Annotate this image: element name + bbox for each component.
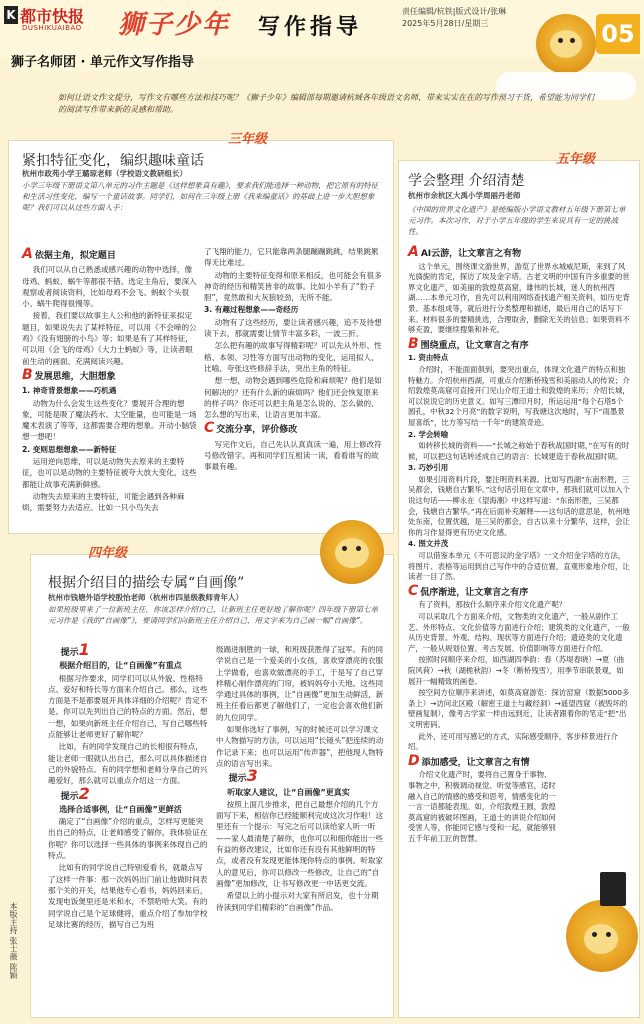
subheading: 1. 神奇背景想象——巧机遇	[22, 386, 117, 396]
grade3-column-1	[22, 246, 198, 515]
page-number-badge: 05	[596, 14, 640, 54]
grade3-lead: 小学三年级下册语文第八单元的习作主题是《这样想象真有趣》，要求我们能选择一种动物，把它原有的特征和生活习性变化，编写一个童话故事。同学们，如何在三年级上册《我来编童话》的基础上进一步大胆想象呢？我们可以从这些方面入手：	[22, 181, 379, 212]
grade5-title: 学会整理 介绍清楚	[408, 173, 525, 189]
subheading: 2. 变则思想想象——新特征	[22, 444, 117, 454]
subheading: 3. 有趣过程想象——奇经历	[204, 305, 299, 315]
paragraph: 介绍时，不能面面俱到，要突出重点，体现文化遗产的特点和独特魅力。介绍杭州西湖，可重点介绍断桥残雪和美丽动人的传说；介绍敦煌莫高窟可直接开门见山介绍王道士和敦煌的来历；介绍长城，可以说说它的历史意义。如写三潭印月时，所运运用“每个石塔5个圆孔，中秋32个月亮”的数字说明，写我塘这次地时，写下“雨墨景屋喜纸”，比方等写结一千年”的建筑奇迹。	[408, 364, 630, 427]
grade3-column-2	[204, 246, 384, 474]
paragraph: 动物为什么会发生这些变化？要展开合理的想象，可能是吸了魔法药水、太空能量，也可能是一场魔术表演了等等，这都需要合理的想象。开动小脑袋想一想吧！	[22, 398, 197, 442]
paper-logo-icon: K	[4, 6, 18, 24]
paragraph: 如果你选好了事例，写的时候还可以学习课文中人物描写的方法，可以运用“长镜头”把连续的动作记录下来；也可以运用“传声器”，把他现人物特点的语言写出来。	[216, 725, 384, 768]
grade4-column-1	[48, 640, 208, 931]
paragraph: 动物失去原来的主要特征，可能会遇到各种麻烦，需要努力去适应。比如一只小鸟失去	[22, 491, 185, 513]
grade5-lead: 《中国的世界文化遗产》是统编版小学语文教材五年级下册第七单元习作。本次习作，对于小学五年级的学生来说具有一定的挑战性。	[408, 205, 626, 236]
paper-name-en: DUSHIKUAIBAO	[22, 24, 82, 32]
subheading: 4. 图文并茂	[408, 539, 449, 549]
paragraph: 比如有的同学说自己特别爱看书，就最点写了这样一件事：那一次妈妈出门前让他做时间表那个关的开关，结果他专心看书，妈妈回来后，发现电饭煲里还是米和水，不禁哈哈大笑。有的同学说自己是个足球健将，重点介绍了参加学校足球比赛的经历，描写自己为班	[48, 863, 208, 929]
grade4-label: 四年级	[88, 546, 128, 561]
column-brand: 狮子少年	[118, 10, 231, 40]
grade5-heading-b: B围绕重点，让文章言之有序	[408, 335, 529, 352]
paragraph: 可以借鉴本单元《不可思议的金字塔》一文介绍金字塔的方法，将图片、表格等运用到自己写作中的合适位置，直观形象地介绍，让读者一目了然。	[408, 551, 630, 582]
side-editor-credit: 本版主持 张士薇 陈颖	[9, 902, 18, 980]
grade5-author: 杭州市余杭区大禹小学周丽丹老师	[408, 191, 521, 200]
grade5-heading-a: AAI云游，让文章言之有物	[408, 244, 522, 260]
paragraph: 确定了“自画像”介绍的重点，怎样写更能突出自己的特点，让老师感受了解你，我体验证在你呢？你可以选择一些具体的事例来体现自己的特点。	[48, 817, 208, 861]
subheading: 1. 资由特点	[408, 353, 449, 363]
tip-1-heading: 提示1	[60, 640, 90, 659]
lion-reading-icon	[320, 520, 384, 584]
paragraph: 有了资料，那按什么顺序来介绍文化遗产呢？	[418, 600, 567, 610]
paper-name: 都市快报	[20, 7, 85, 26]
grade5-heading-d: D添加感受，让文章言之有情	[408, 752, 530, 769]
tip-2-heading: 提示2	[60, 783, 90, 803]
section-title: 写作指导	[258, 14, 363, 40]
grade4-title: 根据介绍目的描绘专属“自画像”	[48, 575, 245, 591]
grade4-author: 杭州市钱塘外语学校殷怡老师（杭州市四星级教师青年人）	[48, 593, 243, 602]
grade5-heading-c: C侃序渐进，让文章言之有序	[408, 582, 529, 599]
page-meta	[402, 6, 506, 30]
tip-1-title: 根据介绍目的，让“自画像”有重点	[59, 661, 182, 671]
column-tagline: 狮子名师团 · 单元作文写作指导	[8, 50, 197, 71]
lion-magician-icon	[566, 900, 638, 972]
paragraph: 动物有了这些经历，要让读者感兴趣，追不及待想读下去，那就需要让情节丰富多彩，一波三折。	[204, 317, 382, 339]
grade5-column	[408, 244, 630, 845]
paragraph: 写完作文后，自己先认认真真读一遍，用上修改符号修改错字。再和同学们互相读一读，看看谁写的故事最有趣。	[204, 439, 382, 472]
magician-hat-icon	[600, 872, 626, 906]
meta-date: 2025年5月28日/星期三	[402, 19, 489, 28]
tip-3-title: 听取家人建议，让“自画像”更真实	[227, 787, 350, 797]
paragraph: 可以采取几个方面来介绍，文物类的文化遗产，一般从剧作工艺、外形特点、文化价值等方面进行介绍；建筑类的文化遗产，一般从历史背景、外观、结构、现状等方面进行介绍；遗迹类的文化遗产，一般从规划位置、考古发展、价值影响等方面进行介绍。	[408, 612, 630, 653]
grade5-label: 五年级	[556, 152, 596, 167]
paragraph: 介绍文化遗产时，要将自己置身于事物、事物之中，积极调动视觉、听觉等感官，适时融入自己的情感的感受和思考，情感变化的一一言一语都能表现。如，介绍敦煌王圆，敦煌莫高窟的被破坏图画，王道士的讲说介绍如何受害人等，你能同它感与受和一起，就能够别五千年前工匠的智慧。	[408, 770, 556, 843]
grade3-title: 紧扣特征变化，编织趣味童话	[22, 153, 204, 169]
grade4-column-2	[216, 644, 384, 914]
meta-editors: 责任编辑/杭铁|版式设计/张琳	[402, 7, 507, 16]
paragraph: 级踢进制胜的一球，和班级获胜得了冠军。有的同学说自己是一个爱美的小女孩，喜欢穿漂亮的衣服上学做看，也喜欢做漂亮的手工，于是写了自己穿样精心制作漂亮的门帘，被妈妈夸小天地。这些同学通过具体的事例，让“自画像”更加生动鲜活，新班主任看后都更了解他们了，一定也会喜欢他们新的九位同学。	[216, 645, 384, 722]
paragraph: 接着，我们要以故事主人公和他的新特征来拟定题目，如果说失去了某样特征，可以用《不会啼的公鸡》《没有翅膀的小鸟》等；如果是有了其样特征，可以用《会飞的母鸡》《大力士蚂蚁》等，让读者眼前生动的画面、充满阅读兴趣。	[22, 311, 197, 366]
paragraph: 了飞翔的能力，它只能靠两条腿蹦蹦跳跳，结果跳累得无比难过。	[204, 247, 379, 268]
grade4-lead: 如果班级里来了一位新班主任，你该怎样介绍自己，让新班主任更好地了解你呢？四年级下册第七单元习作是《我的“自画像”》，要请同学们向新班主任介绍自己，用文字来为自己画一幅“自画像”。	[48, 605, 378, 625]
tip-3-heading: 提示3	[228, 766, 258, 786]
paragraph: 怎么把有趣的故事写得精彩呢？可以先从外形、性格、本领、习性等方面写出动物的变化，运用拟人、比喻、夸张这些修辞手法，突出主角的特征。	[204, 341, 382, 373]
paragraph: 此外，还可用写感记的方式，实际感受顺序，客步移景进行介绍。	[408, 731, 618, 752]
subheading: 3. 巧妙引用	[408, 463, 449, 473]
paragraph: 我们可以从自己熟悉或感兴趣的动物中选择，像母鸡、蚂蚁、蜗牛等都很不错。选定主角后，要深入观察或者阅读资料，比如母鸡不会飞、蚂蚁个头很小、蜗牛爬得很慢等。	[22, 265, 197, 309]
grade3-label: 三年级	[228, 132, 268, 147]
subheading: 2. 学会转喻	[408, 429, 449, 439]
tip-2-title: 选择合适事例，让“自画像”更鲜活	[59, 804, 182, 814]
column-intro: 如何让语文作文提分，写作文有哪些方法和技巧呢？《狮子少年》编辑部每期邀请杭城各年级语文名师，带来实实在在的写作预习干货，希望能为同学们的阅读写作带来新的灵感和帮助。	[58, 93, 594, 114]
grade3-author: 杭州市政苑小学王璐琼老师（学校语文教研组长）	[22, 169, 187, 178]
paragraph: 按空间方位顺序来讲述，如莫高窟游览：探访窑窟（数据5000多条上）→访问北区殿（解密王道士与藏经洞）→遥望西窟（被毁坏的壁画复制），像考古学家一样由远到近，让读者跟着你的笔走“把”出文明密码。	[408, 688, 630, 729]
paragraph: 动物的主要特征变得和原来相反，也可能会有很多神奇的经历和精笑皆非的故事。比如小羊有了“豹子胆”，竟然敢和大灰狼较劲，无所不能。	[204, 270, 382, 303]
grade3-heading-c: C交流分享，评价修改	[204, 420, 298, 437]
paragraph: 希望以上的小提示对大家有所启发，也十分期待读到同学们精彩的“自画像”作品。	[216, 891, 379, 912]
grade3-heading-a: A依据主角，拟定题目	[22, 246, 116, 262]
paragraph: 根据习作要求，同学们可以从外貌、性格特点、爱好和特长等方面来介绍自己。那么，这些方面是不是都要展开具体详细的介绍呢？肯定不是。你可以先列出自己的特点的方面。然后，想一想，如果向新班主任介绍自己，写自己哪些特点能够让老师更好了解你呢？	[48, 673, 208, 740]
paragraph: 运用逆向思维，可以是动物失去原来的主要特征，也可以是动物的主要特征被夸大放大变化，这些都能让故事充满新鲜感。	[22, 457, 197, 489]
paragraph: 按照上面几步推求，把自己最想介绍的几个方面写下来，相信你已经能顺利完成这次习作啦！这里还有一个提示：写完之后可以读给家人听一听——家人最清楚了解你，也你可以和细你能出一些有益的修改建议，比如你还有没有其他鲜明的特点，或者没有发现更能体现你特点的事例。听取家人的意见后，你可以修改一些修改，让自己的“自画像”更加修改，让书写修改更一中话更交流。	[216, 799, 384, 888]
paragraph: 如转移长城的资料——“长城之称始于春秋战国时期，”在写有的时候，可以把这句话转述成自己的语言：长城建造于春秋战国时期。	[408, 441, 630, 461]
paragraph: 想一想，动物会遇到哪些危险和麻烦呢？他们是如何解决的？还有什么新的麻烦吗？他们还会恢复原来的样子吗？你还可以把主角是怎么说的、怎么做的、怎么想的写出来，让语言更加丰富。	[204, 376, 382, 420]
lion-mascot-icon	[536, 14, 596, 74]
paragraph: 这个单元，围绕课文游世界，游览了世界水城威尼斯，来到了风光旖旎的肯定，探访了埃及金字塔。古老文明的中国有许多重要的世界文化遗产，如美丽的敦煌莫高窟，雄伟的长城，迷人的杭州西湖……本单元习作，首先可以利用网络查找遗产相关资料，如历史背景、基本组成等，就后进行分类整理和描述，最后用自己的话写下来。材料很多的要精挑选，合理取舍，删除无关的信息；如果资料不够充盈，要继续搜集和补充。	[408, 261, 630, 335]
paragraph: 按照时间顺序来介绍，如西湖四季韵：春（苏堤春晓）→夏（曲院风荷）→秋（湖桅秋韵）→冬（断桥残雪），用季节串联景观，如展开一幅精致的画卷。	[408, 655, 625, 686]
paragraph: 比如，有的同学发现自己的长相很有特点，能让老师一眼就认出自己，那么可以具体描述自己的外貌特点。有的同学想和老师分享自己的兴趣爱好，那么就可以重点介绍这一方面。	[48, 742, 208, 786]
paragraph: 如果引用资料片段，要注明资料来源。比如写西湖“东南形胜，三吴都会，钱塘自古繁华。”这句话引用在文章中，那我们就可以加入个说这句话——柳永在《望海潮》中这样写道：“东南形胜，三吴都会，钱塘自古繁华。”再在后面补充解释——这句话的意思是，杭州地处东南，位置优越，是三吴的都会，自古以来十分繁华，这样，会让你的习作显得更有历史文化感。	[408, 474, 630, 537]
grade3-heading-b: B发展思维，大胆想象	[22, 366, 116, 383]
